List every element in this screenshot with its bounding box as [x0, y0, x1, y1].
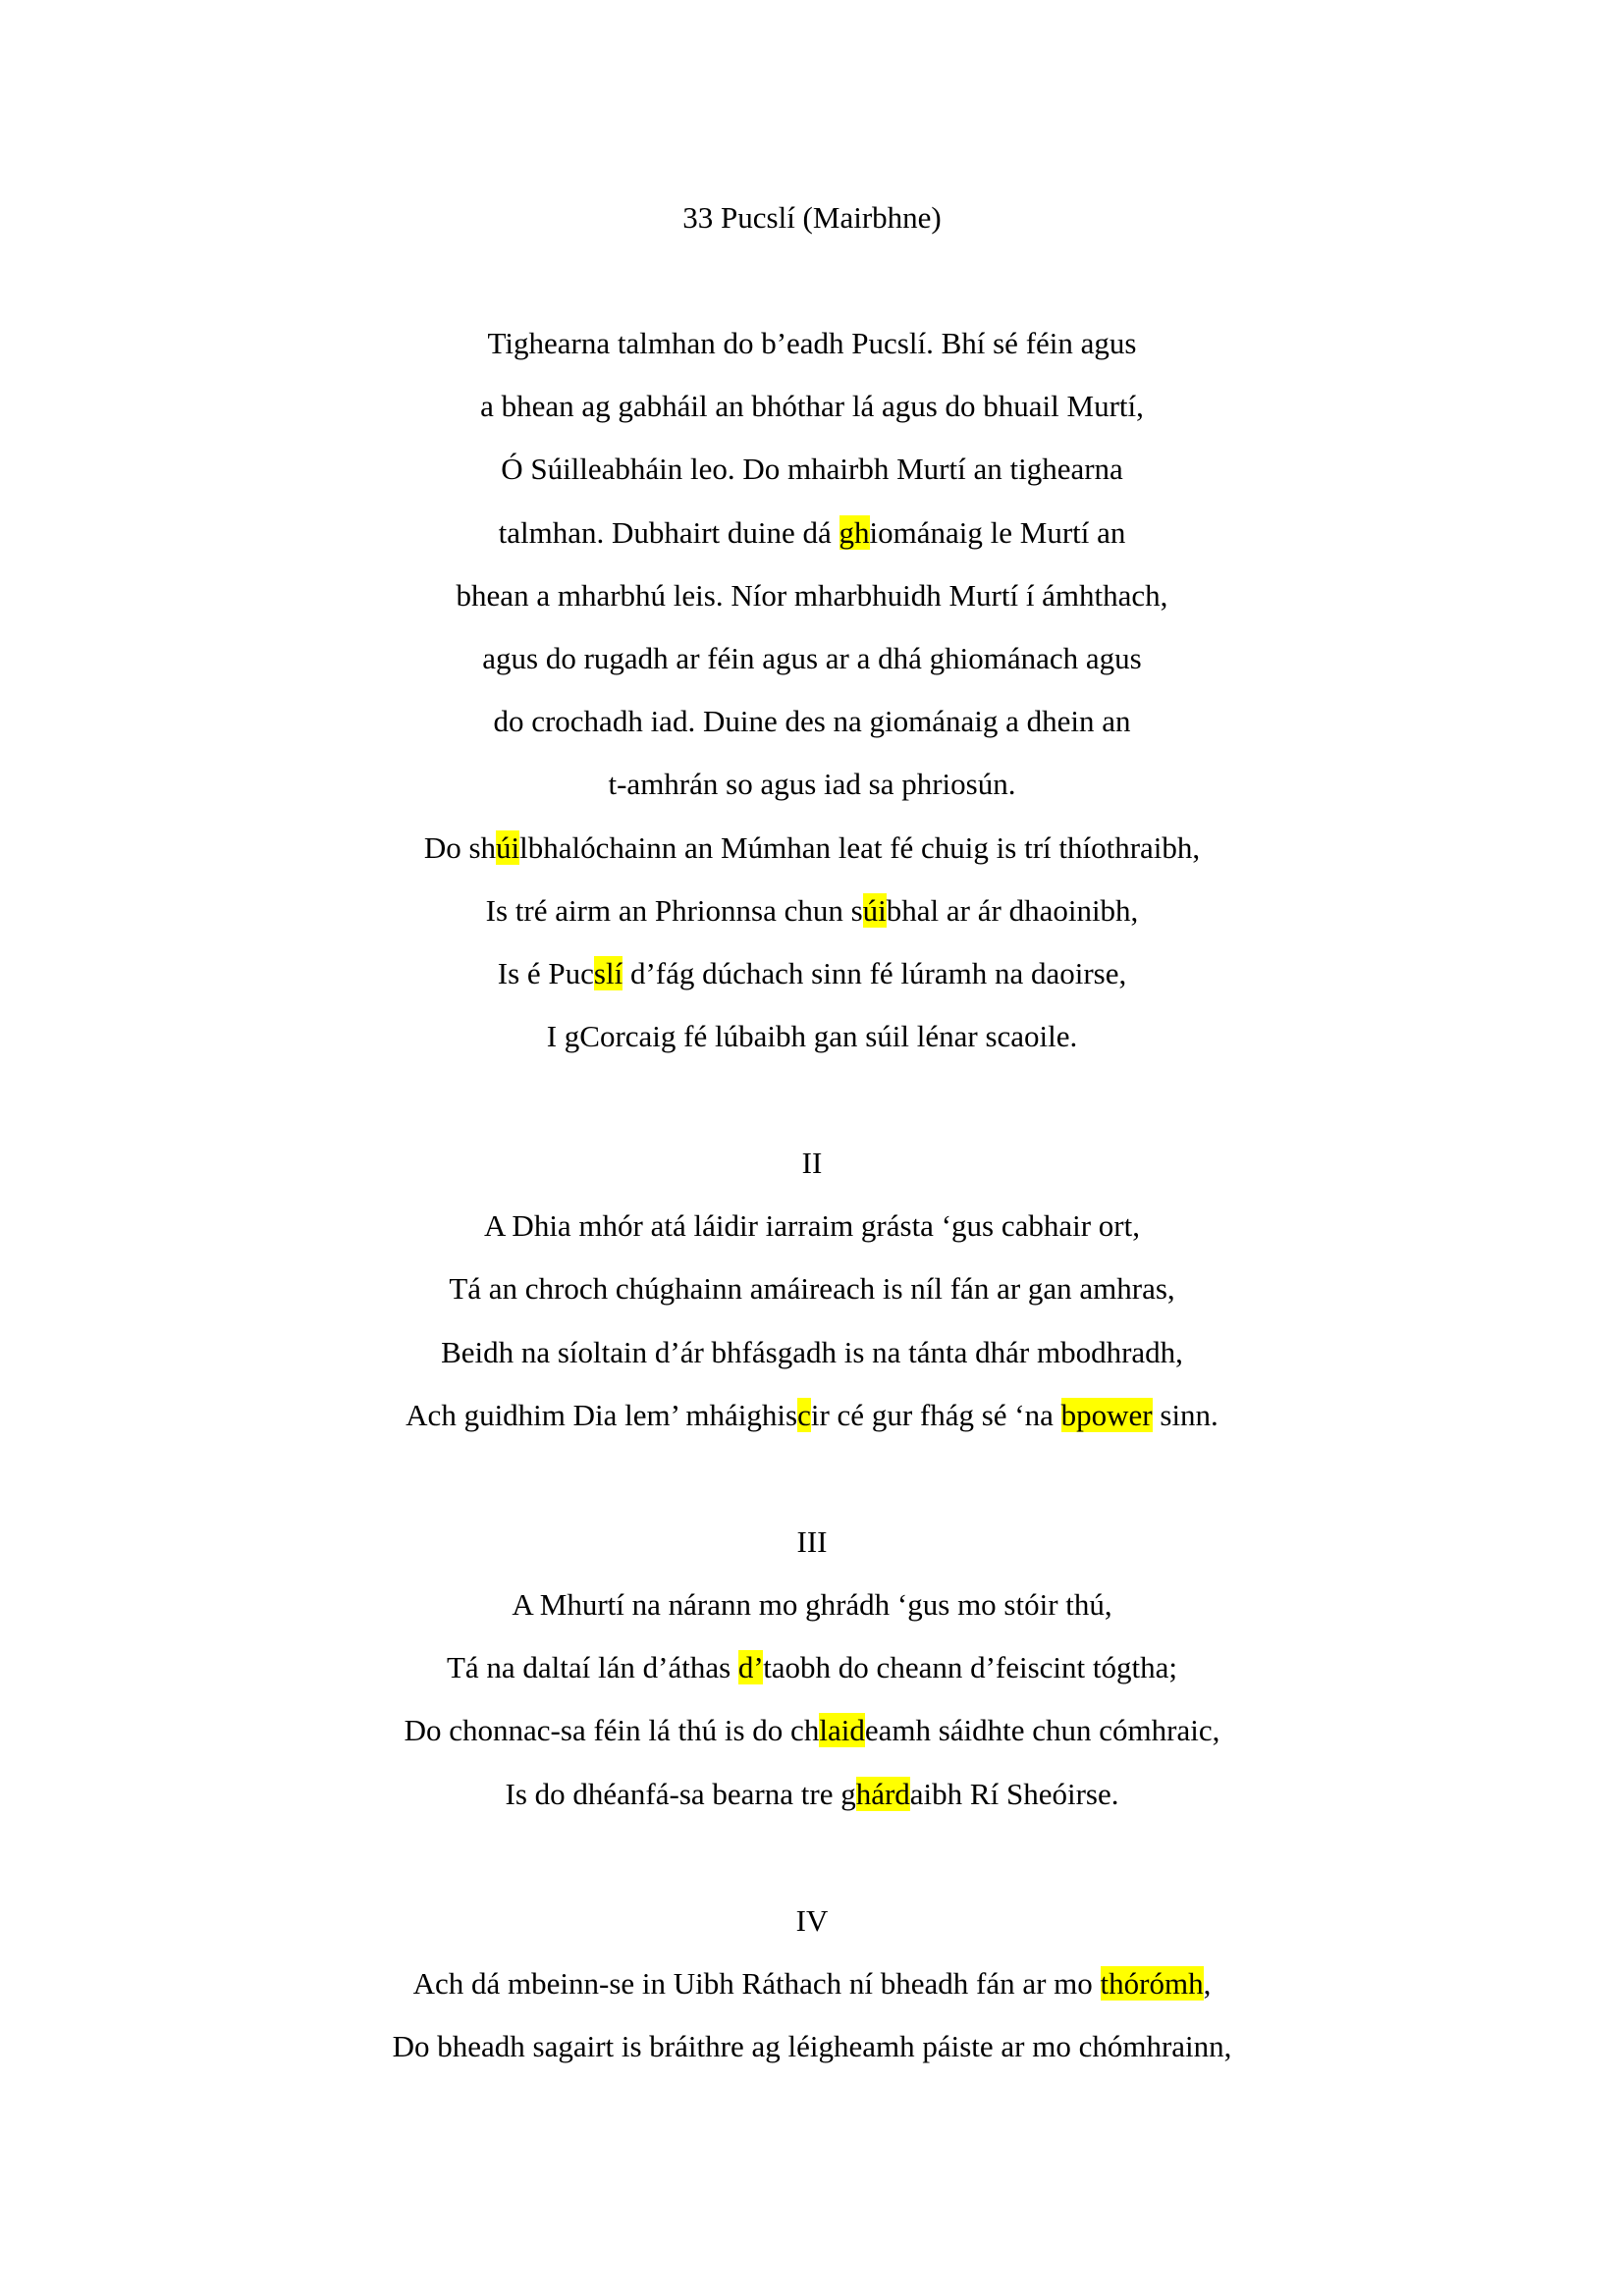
highlighted-text: d’	[737, 1650, 764, 1684]
highlighted-text: laid	[819, 1713, 865, 1747]
line-text: d’fág dúchach sinn fé lúramh na daoirse,	[623, 956, 1127, 990]
intro-line	[0, 765, 1624, 804]
line-text: agus do rugadh ar féin agus ar a dhá ghiománach agus	[482, 641, 1142, 675]
verse1-line	[0, 891, 1624, 931]
intro-line	[0, 513, 1624, 553]
verse3-line	[0, 1711, 1624, 1750]
verse1-line	[0, 828, 1624, 868]
line-text: do crochadh iad. Duine des na giománaig a dhein an	[493, 704, 1131, 738]
line-text: Is do dhéanfá-sa bearna tre g	[505, 1777, 856, 1811]
line-text: talmhan. Dubhairt duine dá	[498, 515, 839, 550]
line-text: Beidh na síoltain d’ár bhfásgadh is na tánta dhár mbodhradh,	[441, 1335, 1183, 1369]
line-text: iománaig le Murtí an	[869, 515, 1126, 550]
verse2-line	[0, 1206, 1624, 1246]
line-text: taobh do cheann d’feiscint tógtha;	[763, 1650, 1178, 1684]
verse-numeral-2: II	[801, 1146, 823, 1180]
highlighted-text: slí	[593, 956, 623, 990]
line-text: Tá na daltaí lán d’áthas	[446, 1650, 738, 1684]
intro-line	[0, 639, 1624, 678]
verse1-line	[0, 954, 1624, 993]
highlighted-text: c	[797, 1398, 811, 1432]
verse3-line	[0, 1775, 1624, 1814]
intro-line	[0, 576, 1624, 615]
line-text: A Dhia mhór atá láidir iarraim grásta ‘gus cabhair ort,	[484, 1208, 1140, 1243]
line-text: bhal ar ár dhaoinibh,	[886, 893, 1139, 928]
highlighted-text: hárd	[855, 1777, 910, 1811]
line-text: Ach guidhim Dia lem’ mháighis	[406, 1398, 798, 1432]
line-text: a bhean ag gabháil an bhóthar lá agus do bhuail Murtí,	[480, 389, 1144, 423]
line-text: Do bheadh sagairt is bráithre ag léigheamh páiste ar mo chómhrainn,	[392, 2029, 1232, 2063]
line-text: Ach dá mbeinn-se in Uibh Ráthach ní bheadh fán ar mo	[412, 1966, 1101, 2001]
line-text: ,	[1203, 1966, 1212, 2001]
verse2-line	[0, 1269, 1624, 1308]
highlighted-text: úi	[862, 893, 887, 928]
verse2-line	[0, 1396, 1624, 1435]
intro-line	[0, 702, 1624, 741]
verse2-line	[0, 1333, 1624, 1372]
highlighted-text: úi	[496, 830, 520, 865]
verse3-line	[0, 1648, 1624, 1687]
line-text: aibh Rí Sheóirse.	[909, 1777, 1119, 1811]
verse4-line	[0, 2027, 1624, 2066]
highlighted-text: thórómh	[1100, 1966, 1204, 2001]
line-text: bhean a mharbhú leis. Níor mharbhuidh Murtí í ámhthach,	[456, 578, 1168, 613]
line-text: ir cé gur fhág sé ‘na	[810, 1398, 1061, 1432]
line-text: eamh sáidhte chun cómhraic,	[864, 1713, 1220, 1747]
verse1-line	[0, 1017, 1624, 1056]
poem-title: 33 Pucslí (Mairbhne)	[682, 200, 942, 235]
line-text: Is é Puc	[497, 956, 594, 990]
verse-numeral-3: III	[796, 1524, 828, 1559]
line-text: Tá an chroch chúghainn amáireach is níl fán ar gan amhras,	[449, 1271, 1175, 1306]
highlighted-text: gh	[839, 515, 870, 550]
verse-numeral-4: IV	[795, 1903, 829, 1938]
verse4-line	[0, 1964, 1624, 2003]
intro-line	[0, 387, 1624, 426]
line-text: Is tré airm an Phrionnsa chun s	[485, 893, 863, 928]
intro-line	[0, 450, 1624, 489]
line-text: Tighearna talmhan do b’eadh Pucslí. Bhí sé féin agus	[487, 326, 1137, 360]
line-text: sinn.	[1152, 1398, 1218, 1432]
verse3-line	[0, 1585, 1624, 1625]
intro-line	[0, 324, 1624, 363]
line-text: Do chonnac-sa féin lá thú is do ch	[404, 1713, 820, 1747]
highlighted-text: bpower	[1060, 1398, 1153, 1432]
line-text: A Mhurtí na nárann mo ghrádh ‘gus mo stóir thú,	[512, 1587, 1112, 1622]
line-text: I gCorcaig fé lúbaibh gan súil lénar scaoile.	[546, 1019, 1078, 1053]
line-text: Ó Súilleabháin leo. Do mhairbh Murtí an tighearna	[501, 452, 1123, 486]
line-text: t-amhrán so agus iad sa phriosún.	[608, 767, 1016, 801]
line-text: lbhalóchainn an Múmhan leat fé chuig is trí thíothraibh,	[519, 830, 1201, 865]
line-text: Do sh	[423, 830, 497, 865]
